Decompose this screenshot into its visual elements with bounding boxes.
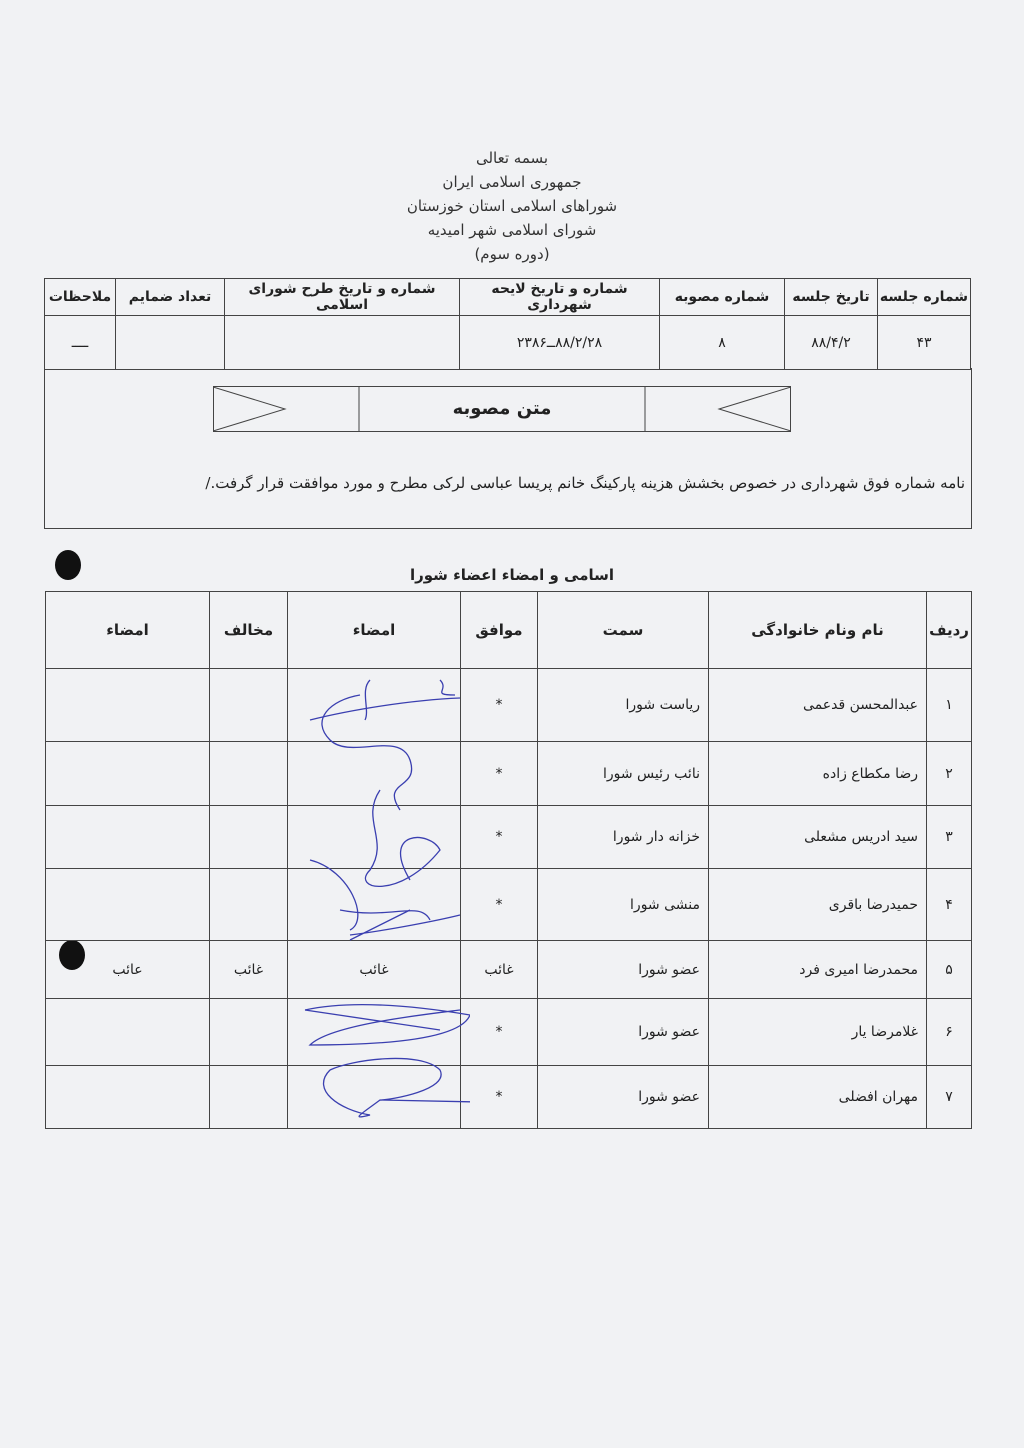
member-name: غلامرضا یار [709,999,927,1066]
signature-cell [46,806,210,869]
signature-cell [288,869,461,941]
oppose-cell [210,999,288,1066]
member-role: ریاست شورا [538,669,709,742]
agree-mark: * [461,1066,538,1129]
row-number: ۷ [927,1066,972,1129]
resolution-text: نامه شماره فوق شهرداری در خصوص بخشش هزینه پارکینگ خانم پریسا عباسی لرکی مطرح و مورد موافقت قرار گرفت./ [205,474,965,492]
signature-cell [46,669,210,742]
signature-cell [288,669,461,742]
col-header: سمت [538,592,709,669]
agree-mark: * [461,742,538,806]
table-row [46,941,972,999]
member-name: رضا مکطاع زاده [709,742,927,806]
member-role: عضو شورا [538,1066,709,1129]
table-row [46,669,972,742]
signature-cell [46,742,210,806]
member-role: خزانه دار شورا [538,806,709,869]
oppose-cell [210,742,288,806]
signature-cell [46,999,210,1066]
agree-mark: * [461,869,538,941]
oppose-cell [210,869,288,941]
table-row [46,806,972,869]
session-date: ۸۸/۴/۲ [785,316,878,370]
member-role: منشی شورا [538,869,709,941]
col-header: شماره و تاریخ طرح شورای اسلامی [225,279,460,316]
member-role: نائب رئیس شورا [538,742,709,806]
member-name: سید ادریس مشعلی [709,806,927,869]
oppose-cell [210,669,288,742]
session-number: ۴۳ [878,316,971,370]
col-header: شماره و تاریخ لایحه شهرداری [460,279,660,316]
col-header: تاریخ جلسه [785,279,878,316]
row-number: ۱ [927,669,972,742]
row-number: ۳ [927,806,972,869]
col-header: تعداد ضمایم [116,279,225,316]
member-name: حمیدرضا باقری [709,869,927,941]
header-line: (دوره سوم) [474,245,550,263]
signature-cell [288,999,461,1066]
col-header: نام ونام خانوادگی [709,592,927,669]
col-header: موافق [461,592,538,669]
col-header: شماره مصوبه [660,279,785,316]
oppose-cell [210,1066,288,1129]
plan-number-date [225,316,460,370]
header-line: جمهوری اسلامی ایران [442,173,582,191]
col-header: ملاحظات [45,279,116,316]
member-name: محمدرضا امیری فرد [709,941,927,999]
resolution-number: ۸ [660,316,785,370]
oppose-cell [210,806,288,869]
col-header: امضاء [288,592,461,669]
resolution-box [44,368,972,529]
signature-cell [288,806,461,869]
row-number: ۶ [927,999,972,1066]
row-number: ۵ [927,941,972,999]
signature-cell [288,742,461,806]
signature-cell [46,1066,210,1129]
agree-mark: * [461,806,538,869]
col-header: شماره جلسه [878,279,971,316]
col-header: امضاء [46,592,210,669]
signature-cell [288,1066,461,1129]
member-role: عضو شورا [538,941,709,999]
signature-cell: غائب [288,941,461,999]
row-number: ۲ [927,742,972,806]
agree-mark: غائب [461,941,538,999]
member-name: مهران افضلی [709,1066,927,1129]
members-table [45,591,972,1129]
attachments-count [116,316,225,370]
member-name: عبدالمحسن قدعمی [709,669,927,742]
member-role: عضو شورا [538,999,709,1066]
header-line: شوراهای اسلامی استان خوزستان [406,197,618,215]
header-line: شورای اسلامی شهر امیدیه [427,221,597,239]
col-header: مخالف [210,592,288,669]
agree-mark: * [461,669,538,742]
resolution-banner [213,386,791,432]
remarks: ــــ [45,316,116,370]
table-row [46,999,972,1066]
table-row [46,1066,972,1129]
col-header: ردیف [927,592,972,669]
row-number: ۴ [927,869,972,941]
signature-cell: عائب [46,941,210,999]
signature-cell [46,869,210,941]
table-row [46,742,972,806]
members-title: اسامی و امضاء اعضاء شورا [409,566,615,584]
summary-table [44,278,971,370]
bill-number-date: ۸۸/۲/۲۸ــ۲۳۸۶ [460,316,660,370]
letterhead [0,146,1024,266]
agree-mark: * [461,999,538,1066]
table-row [46,869,972,941]
resolution-title: متن مصوبه [452,398,552,419]
header-line: بسمه تعالی [475,149,549,167]
oppose-cell: غائب [210,941,288,999]
